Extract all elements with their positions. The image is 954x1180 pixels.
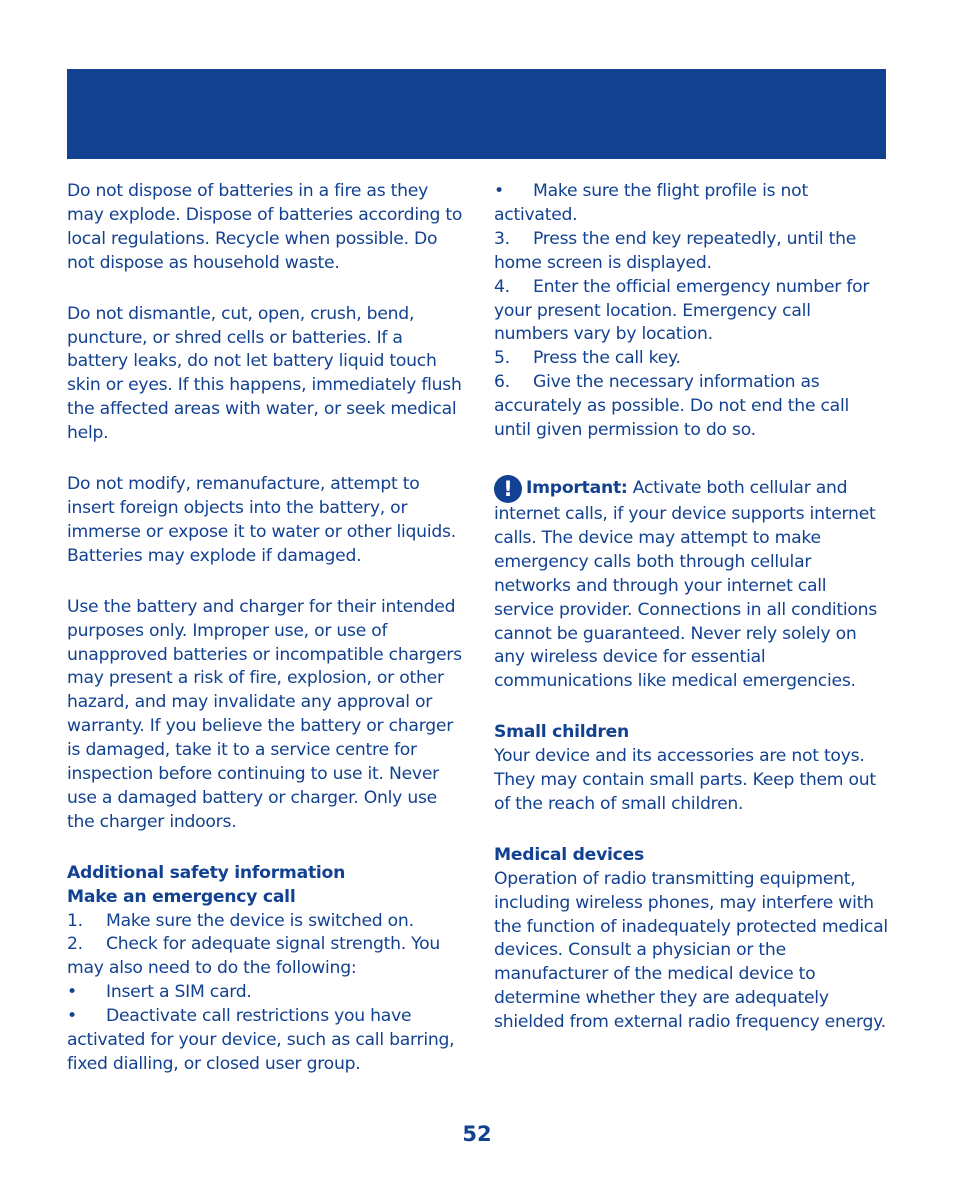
list-item-text: Make sure the flight profile is not activated.	[494, 181, 808, 225]
list-item	[494, 180, 888, 228]
right-column	[494, 180, 888, 1035]
list-marker: 6.	[494, 372, 510, 393]
battery-dismantle-paragraph: Do not dismantle, cut, open, crush, bend, puncture, or shred cells or batteries. If a battery leaks, do not let battery liquid touch skin or eyes. If this happens, immediately flush the affected areas with water, or seek medical help.	[67, 303, 462, 444]
list-marker: •	[67, 982, 77, 1003]
additional-safety-heading: Additional safety information	[67, 862, 346, 883]
list-item-text: Press the end key repeatedly, until the home screen is displayed.	[494, 228, 857, 273]
list-item	[67, 910, 465, 934]
list-item	[494, 347, 888, 371]
list-item-text: Insert a SIM card.	[106, 982, 252, 1003]
medical-devices-paragraph: Operation of radio transmitting equipment, including wireless phones, may interfere with the function of inadequately protected medical devices. Consult a physician or the manufacturer of the medical device to determine whether they are adequately shielded from external radio frequency energy.	[494, 868, 888, 1033]
list-marker: 5.	[494, 348, 510, 369]
list-item-text: Check for adequate signal strength. You may also need to do the following:	[67, 934, 441, 979]
list-item	[494, 371, 888, 443]
header-bar	[67, 69, 886, 159]
small-children-heading: Small children	[494, 722, 630, 743]
list-marker: •	[67, 1006, 77, 1027]
list-marker: 2.	[67, 934, 83, 955]
battery-use-paragraph: Use the battery and charger for their intended purposes only. Improper use, or use of unapproved batteries or incompatible chargers may present a risk of fire, explosion, or other hazard, and may invalidate any approval or warranty. If you believe the battery or charger is damaged, take it to a service centre for inspection before continuing to use it. Never use a damaged battery or charger. Only use the charger indoors.	[67, 596, 462, 832]
list-item	[494, 276, 888, 348]
emergency-call-heading: Make an emergency call	[67, 886, 296, 907]
battery-modify-paragraph: Do not modify, remanufacture, attempt to insert foreign objects into the battery, or immerse or expose it to water or other liquids. Batteries may explode if damaged.	[67, 474, 456, 566]
list-marker: •	[494, 181, 504, 201]
list-item	[67, 981, 465, 1005]
small-children-paragraph: Your device and its accessories are not toys. They may contain small parts. Keep them out of the reach of small children.	[494, 746, 876, 814]
list-item	[494, 228, 888, 276]
list-marker: 1.	[67, 910, 83, 931]
list-item-text: Give the necessary information as accurately as possible. Do not end the call until given permission to do so.	[494, 372, 850, 441]
important-label: Important:	[526, 477, 628, 498]
list-marker: 4.	[494, 276, 510, 297]
page-number: 52	[462, 1122, 492, 1146]
list-item-text: Make sure the device is switched on.	[106, 910, 414, 931]
list-item-text: Enter the official emergency number for your present location. Emergency call numbers vary by location.	[494, 276, 870, 345]
list-item-text: Deactivate call restrictions you have activated for your device, such as call barring, fixed dialling, or closed user group.	[67, 1006, 455, 1074]
exclamation-icon: !	[494, 475, 522, 503]
list-item	[67, 1005, 465, 1077]
list-marker: 3.	[494, 228, 510, 249]
list-item-text: Press the call key.	[533, 348, 681, 369]
important-text: Activate both cellular and internet calls, if your device supports internet calls. The device may attempt to make emergency calls both through cellular networks and through your internet call service provider. Connections in all conditions cannot be guaranteed. Never rely solely on any wireless device for essential communications like medical emergencies.	[494, 477, 878, 692]
list-item	[67, 933, 465, 981]
battery-fire-paragraph: Do not dispose of batteries in a fire as they may explode. Dispose of batteries according to local regulations. Recycle when possible. Do not dispose as household waste.	[67, 181, 463, 273]
left-column	[67, 180, 465, 1077]
medical-devices-heading: Medical devices	[494, 844, 644, 865]
important-note	[494, 475, 888, 694]
